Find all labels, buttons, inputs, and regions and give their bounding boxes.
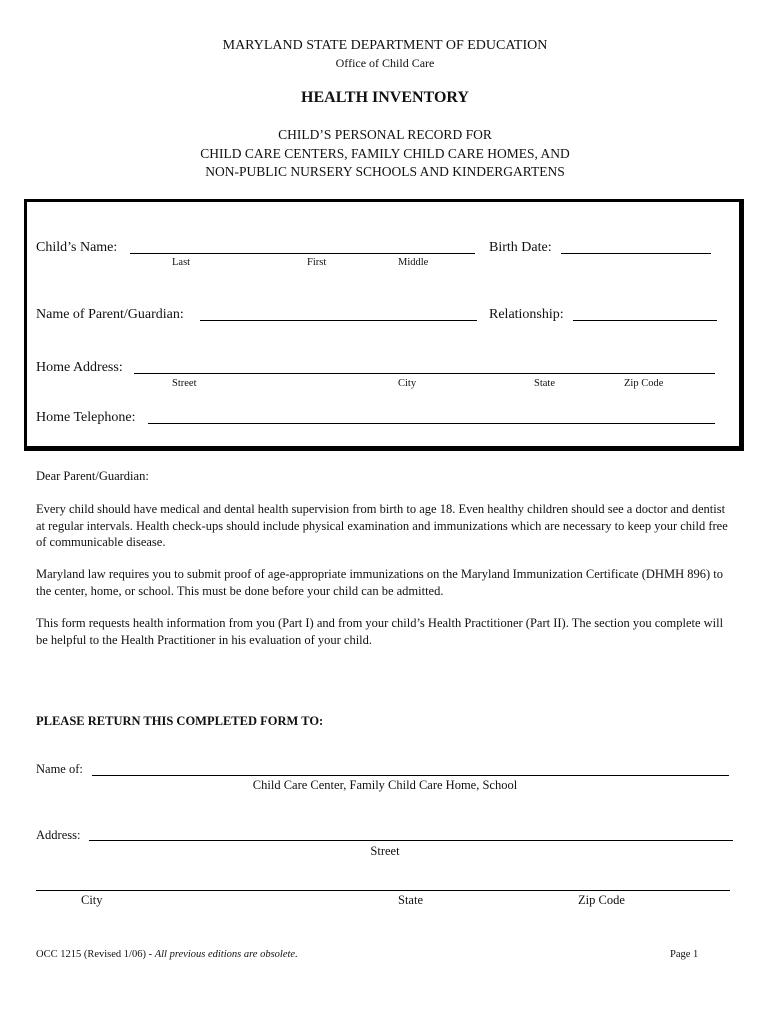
home-telephone-field[interactable] xyxy=(148,423,715,424)
return-name-field[interactable] xyxy=(92,775,729,776)
form-id xyxy=(36,949,298,960)
caption-last: Last xyxy=(172,257,191,268)
birth-date-label: Birth Date: xyxy=(489,240,552,255)
caption-zip: Zip Code xyxy=(624,378,664,389)
return-name-label: Name of: xyxy=(36,762,83,776)
letter-greeting: Dear Parent/Guardian: xyxy=(36,469,149,483)
home-telephone-label: Home Telephone: xyxy=(36,410,136,425)
relationship-label: Relationship: xyxy=(489,307,564,322)
return-name-caption: Child Care Center, Family Child Care Home, School xyxy=(252,778,518,792)
subtitle-line-3: NON-PUBLIC NURSERY SCHOOLS AND KINDERGARTENS xyxy=(205,164,565,179)
return-zip-caption: Zip Code xyxy=(578,893,625,907)
form-title: HEALTH INVENTORY xyxy=(301,89,469,106)
parent-guardian-label: Name of Parent/Guardian: xyxy=(36,307,184,322)
caption-first: First xyxy=(307,257,327,268)
home-address-label: Home Address: xyxy=(36,360,123,375)
return-heading: PLEASE RETURN THIS COMPLETED FORM TO: xyxy=(36,714,324,728)
agency-name: MARYLAND STATE DEPARTMENT OF EDUCATION xyxy=(222,38,548,53)
caption-street: Street xyxy=(172,378,197,389)
caption-middle: Middle xyxy=(398,257,429,268)
home-address-field[interactable] xyxy=(134,373,715,374)
letter-paragraph-3: This form requests health information from you (Part I) and from your child’s Health Practitioner (Part II). The section you complete will be helpful to the Health Practitioner in his evaluation of your child. xyxy=(36,616,724,647)
form-id-text: OCC 1215 (Revised 1/06) - xyxy=(36,949,153,960)
obsolete-notice: All previous editions are obsolete. xyxy=(154,949,298,960)
return-state-caption: State xyxy=(398,893,423,907)
return-street-caption: Street xyxy=(370,844,400,858)
letter-paragraph-2: Maryland law requires you to submit proof of age-appropriate immunizations on the Maryland Immunization Certificate (DHMH 896) to the center, home, or school. This must be done before your child can be admitted. xyxy=(36,567,723,598)
return-address-label: Address: xyxy=(36,828,81,842)
letter-paragraph-1: Every child should have medical and dental health supervision from birth to age 18. Even healthy children should see a doctor and dentist at regular intervals. Health check-ups should include physical examination and immunizations which are necessary to keep your child free of communicable disease. xyxy=(36,502,728,549)
subtitle-line-1: CHILD’S PERSONAL RECORD FOR xyxy=(278,127,492,142)
return-city-state-zip-field[interactable] xyxy=(36,890,730,891)
return-street-field[interactable] xyxy=(89,840,733,841)
page-number: Page 1 xyxy=(670,949,699,960)
caption-city: City xyxy=(398,378,417,389)
childs-name-field[interactable] xyxy=(130,253,475,254)
return-city-caption: City xyxy=(81,893,103,907)
birth-date-field[interactable] xyxy=(561,253,711,254)
parent-guardian-field[interactable] xyxy=(200,320,477,321)
office-name: Office of Child Care xyxy=(335,56,435,70)
caption-state: State xyxy=(534,378,555,389)
subtitle-line-2: CHILD CARE CENTERS, FAMILY CHILD CARE HOMES, AND xyxy=(200,146,570,161)
relationship-field[interactable] xyxy=(573,320,717,321)
childs-name-label: Child’s Name: xyxy=(36,240,118,255)
